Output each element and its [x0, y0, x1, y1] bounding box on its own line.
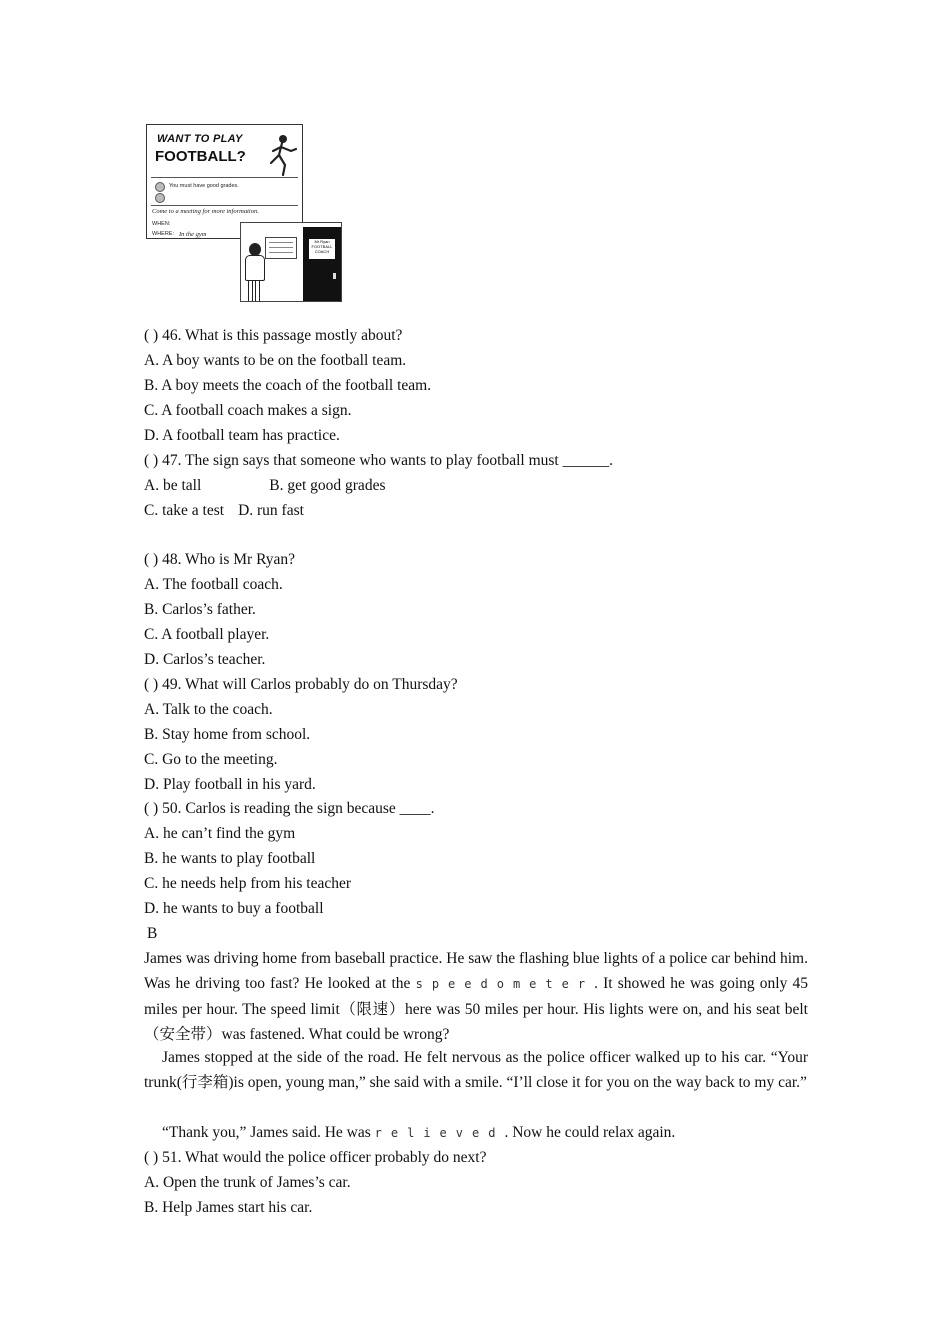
poster-where-label: WHERE:	[152, 231, 174, 237]
option-50a: A. he can’t find the gym	[144, 825, 296, 842]
option-47c: C. take a test	[144, 502, 225, 519]
options-47-row2	[144, 498, 304, 523]
option-49c: C. Go to the meeting.	[144, 751, 278, 768]
poster-title-line1: WANT TO PLAY	[157, 133, 243, 145]
poster-divider	[151, 205, 298, 206]
option-47a: A. be tall	[144, 477, 202, 494]
option-50c: C. he needs help from his teacher	[144, 875, 352, 892]
keyword-speedometer: speedometer	[415, 977, 595, 991]
options-47-row1	[144, 473, 385, 498]
option-48a: A. The football coach.	[144, 576, 283, 593]
question-47: ( ) 47. The sign says that someone who wants to play football must ______.	[144, 452, 613, 469]
door-knob	[333, 273, 336, 279]
door-sign-line: Mr Ryan	[314, 239, 330, 244]
question-48: ( ) 48. Who is Mr Ryan?	[144, 551, 296, 568]
option-47b: B. get good grades	[269, 477, 386, 494]
passage-b-paragraph-1	[144, 946, 808, 1047]
option-49a: A. Talk to the coach.	[144, 701, 273, 718]
keyword-relieved: relieved	[374, 1126, 505, 1140]
poster-where-value: In the gym	[179, 231, 207, 238]
option-46c: C. A football coach makes a sign.	[144, 402, 352, 419]
boy-leg	[255, 280, 260, 302]
option-51b: B. Help James start his car.	[144, 1199, 313, 1216]
door-sign-line: COACH	[314, 249, 330, 254]
poster-divider	[151, 177, 298, 178]
question-49: ( ) 49. What will Carlos probably do on Thursday?	[144, 676, 458, 693]
option-50d: D. he wants to buy a football	[144, 900, 324, 917]
football-bullet-icon	[155, 182, 165, 192]
option-48c: C. A football player.	[144, 626, 270, 643]
football-bullet-icon	[155, 193, 165, 203]
door-sign	[309, 239, 335, 259]
option-48b: B. Carlos’s father.	[144, 601, 256, 618]
option-46b: B. A boy meets the coach of the football team.	[144, 377, 432, 394]
section-label-b: B	[147, 925, 158, 942]
option-51a: A. Open the trunk of James’s car.	[144, 1174, 351, 1191]
door-sign-line: FOOTBALL	[311, 244, 333, 249]
passage-text: “Thank you,” James said. He was	[162, 1124, 371, 1141]
wall-sign	[265, 237, 297, 259]
option-48d: D. Carlos’s teacher.	[144, 651, 266, 668]
passage-text: . Now he could relax again.	[504, 1124, 676, 1141]
poster-when-label: WHEN:	[152, 221, 171, 227]
poster-title-line2: FOOTBALL?	[155, 148, 246, 165]
question-50: ( ) 50. Carlos is reading the sign because ____.	[144, 800, 435, 817]
question-51: ( ) 51. What would the police officer probably do next?	[144, 1149, 487, 1166]
question-46: ( ) 46. What is this passage mostly about?	[144, 327, 403, 344]
option-49d: D. Play football in his yard.	[144, 776, 316, 793]
passage-text: James was driving home from baseball practice. He saw the flashing blue lights of a police car behind him. Was he driving too fast? He looked at the	[144, 950, 808, 992]
option-49b: B. Stay home from school.	[144, 726, 311, 743]
football-illustration	[146, 124, 346, 304]
boy-body	[245, 255, 265, 281]
hallway-scene	[240, 222, 342, 302]
passage-b-paragraph-3	[144, 1120, 808, 1146]
passage-b-paragraph-2: James stopped at the side of the road. He felt nervous as the police officer walked up to his car. “Your trunk(行李箱)is open, young man,” she said with a smile. “I’ll close it for you on the way back to my car.”	[144, 1049, 808, 1091]
passage-text: . It showed he was going only 45 miles per hour. The speed limit（限速）here was 50 miles per hour. His lights were on, and his seat belt（安全带）was fastened. What could be wrong?	[144, 975, 809, 1043]
poster-rule1: You must have good grades.	[169, 183, 239, 189]
runner-figure-icon	[263, 133, 299, 177]
boy-leg	[248, 280, 253, 302]
option-50b: B. he wants to play football	[144, 850, 316, 867]
poster-meeting: Come to a meeting for more information.	[152, 208, 259, 215]
coach-door	[303, 227, 341, 302]
option-47d: D. run fast	[238, 502, 304, 519]
option-46d: D. A football team has practice.	[144, 427, 340, 444]
option-46a: A. A boy wants to be on the football team.	[144, 352, 407, 369]
